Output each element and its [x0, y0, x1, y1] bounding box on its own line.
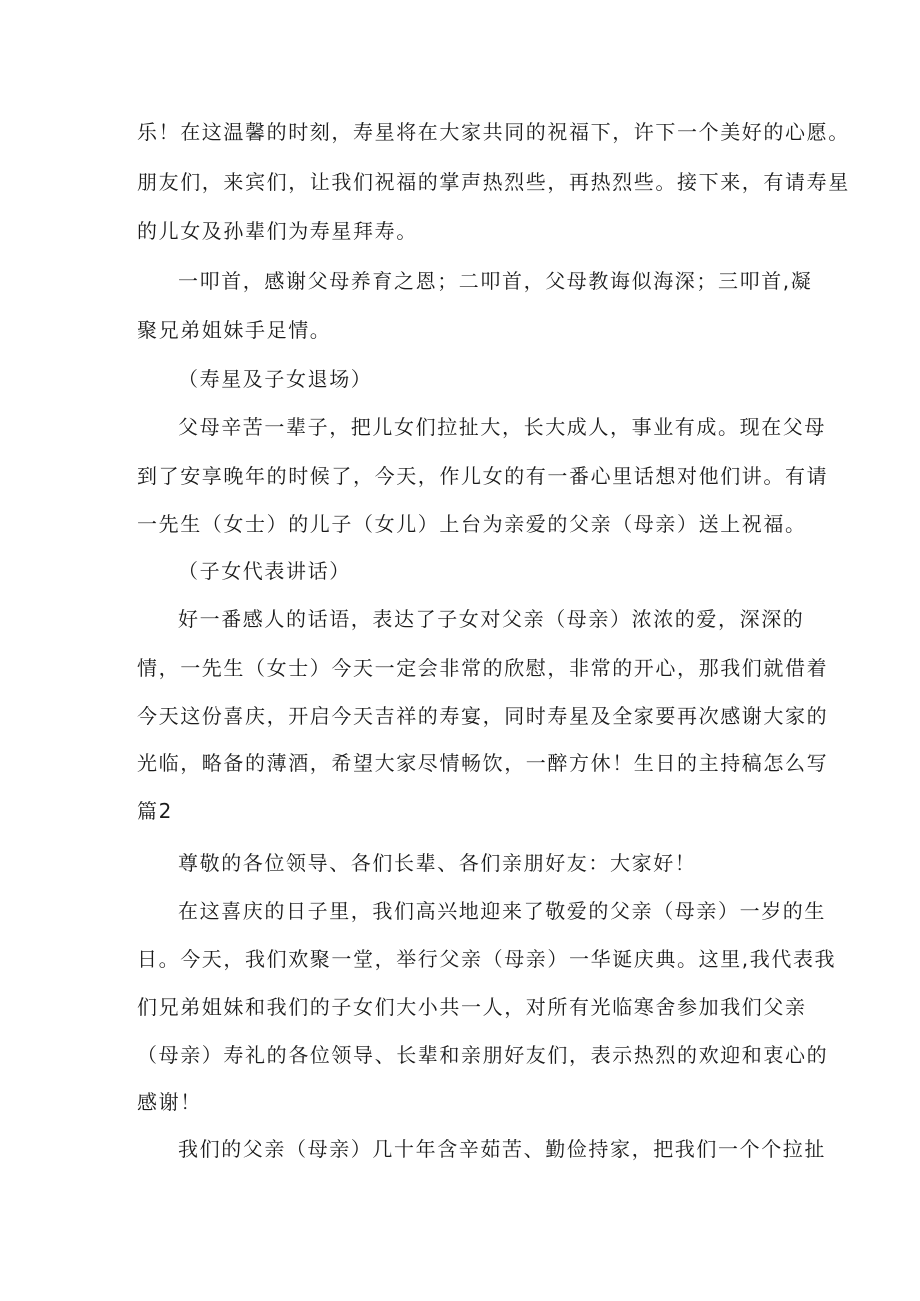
- text-line: 感谢！: [137, 1090, 202, 1114]
- text-line: 日。今天，我们欢聚一堂，举行父亲（母亲）一华诞庆典。这里,我代表我: [137, 947, 837, 971]
- text-line: 一叩首，感谢父母养育之恩；二叩首，父母教诲似海深；三叩首,凝: [178, 269, 813, 293]
- text-line: （寿星及子女退场）: [178, 367, 373, 391]
- text-line: 我们的父亲（母亲）几十年含辛茹苦、勤俭持家，把我们一个个拉扯: [178, 1137, 826, 1161]
- text-line: 光临，略备的薄酒，希望大家尽情畅饮，一醉方休！生日的主持稿怎么写: [137, 751, 829, 775]
- text-line: 篇2: [137, 799, 173, 823]
- text-line: 的儿女及孙辈们为寿星拜寿。: [137, 219, 418, 243]
- text-line: 聚兄弟姐妹手足情。: [137, 318, 332, 342]
- text-line: 在这喜庆的日子里，我们高兴地迎来了敬爱的父亲（母亲）一岁的生: [178, 899, 826, 923]
- text-line: 朋友们，来宾们，让我们祝福的掌声热烈些，再热烈些。接下来，有请寿星: [137, 170, 850, 194]
- text-line: 今天这份喜庆，开启今天吉祥的寿宴，同时寿星及全家要再次感谢大家的: [137, 704, 829, 728]
- text-line: 好一番感人的话语，表达了子女对父亲（母亲）浓浓的爱，深深的: [178, 607, 805, 631]
- text-line: 到了安享晚年的时候了，今天，作儿女的有一番心里话想对他们讲。有请: [137, 464, 829, 488]
- text-line: 们兄弟姐妹和我们的子女们大小共一人，对所有光临寒舍参加我们父亲: [137, 995, 807, 1019]
- text-line: 尊敬的各位领导、各们长辈、各们亲朋好友：大家好！: [178, 851, 697, 875]
- text-line: 情，一先生（女士）今天一定会非常的欣慰，非常的开心，那我们就借着: [137, 656, 829, 680]
- text-line: （子女代表讲话）: [178, 559, 351, 583]
- text-line: 一先生（女士）的儿子（女儿）上台为亲爱的父亲（母亲）送上祝福。: [137, 512, 807, 536]
- text-line: 父母辛苦一辈子，把儿女们拉扯大，长大成人，事业有成。现在父母: [178, 415, 826, 439]
- text-line: 乐！在这温馨的时刻，寿星将在大家共同的祝福下，许下一个美好的心愿。: [137, 120, 850, 144]
- text-line: （母亲）寿礼的各位领导、长辈和亲朋好友们，表示热烈的欢迎和衷心的: [137, 1043, 829, 1067]
